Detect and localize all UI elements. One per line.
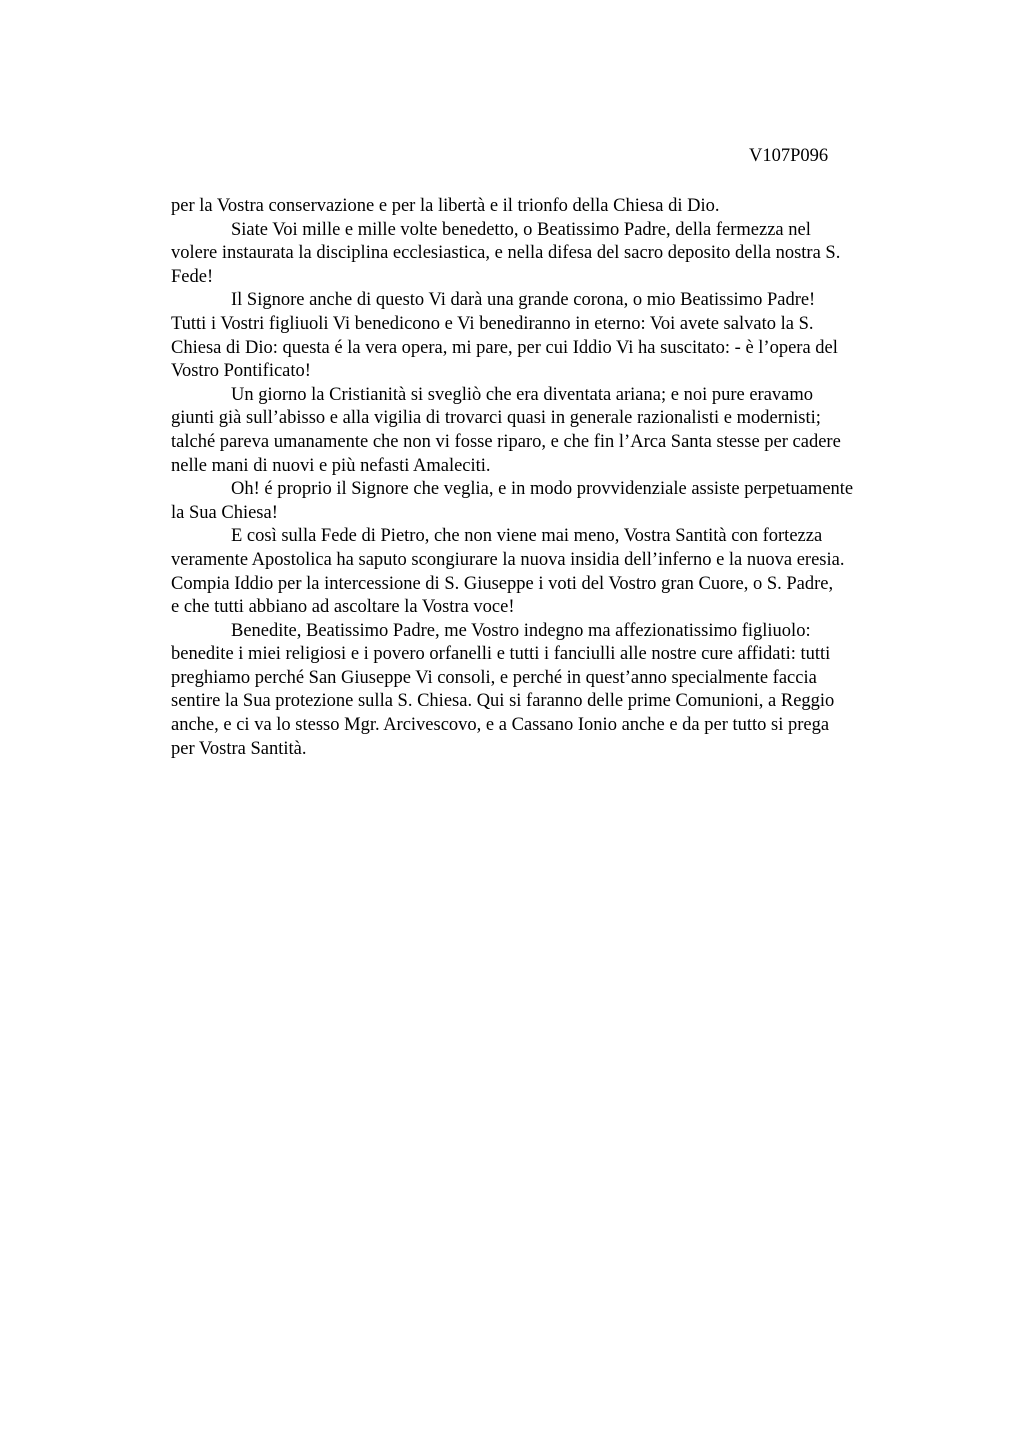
- text-line: sentire la Sua protezione sulla S. Chiesa. Qui si faranno delle prime Comunioni, a Reggio: [171, 691, 835, 712]
- text-line: E così sulla Fede di Pietro, che non viene mai meno, Vostra Santità con fortezza: [231, 526, 823, 547]
- paragraph: [171, 525, 936, 619]
- text-line: anche, e ci va lo stesso Mgr. Arcivescovo, e a Cassano Ionio anche e da per tutto si prega: [171, 715, 830, 736]
- text-line: Il Signore anche di questo Vi darà una grande corona, o mio Beatissimo Padre!: [231, 290, 816, 311]
- text-line: per la Vostra conservazione e per la libertà e il trionfo della Chiesa di Dio.: [171, 196, 720, 216]
- text-line: Oh! é proprio il Signore che veglia, e in modo provvidenziale assiste perpetuamente: [231, 479, 854, 500]
- text-line: preghiamo perché San Giuseppe Vi consoli, e perché in quest’anno specialmente faccia: [171, 667, 817, 688]
- paragraph: [171, 620, 936, 762]
- text-line: la Sua Chiesa!: [171, 502, 278, 523]
- text-line: giunti già sull’abisso e alla vigilia di trovarci quasi in generale razionalisti e modernisti;: [171, 408, 821, 429]
- paragraph: [171, 195, 936, 219]
- letter-body: [171, 195, 936, 761]
- text-line: Un giorno la Cristianità si svegliò che era diventata ariana; e noi pure eravamo: [231, 384, 814, 405]
- paragraph: [171, 478, 936, 525]
- text-line: e che tutti abbiano ad ascoltare la Vostra voce!: [171, 597, 515, 618]
- text-line: benedite i miei religiosi e i povero orfanelli e tutti i fanciulli alle nostre cure affidati: tutti: [171, 644, 831, 665]
- text-line: Siate Voi mille e mille volte benedetto, o Beatissimo Padre, della fermezza nel: [231, 219, 811, 240]
- text-line: Vostro Pontificato!: [171, 361, 311, 382]
- page-reference: V107P096: [749, 146, 829, 166]
- paragraph: [171, 219, 936, 290]
- text-line: talché pareva umanamente che non vi fosse riparo, e che fin l’Arca Santa stesse per cadere: [171, 431, 841, 452]
- text-line: volere instaurata la disciplina ecclesiastica, e nella difesa del sacro deposito della nostra S.: [171, 243, 841, 264]
- text-line: Compia Iddio per la intercessione di S. Giuseppe i voti del Vostro gran Cuore, o S. Padre,: [171, 573, 834, 594]
- paragraph: [171, 384, 936, 478]
- text-line: per Vostra Santità.: [171, 738, 307, 759]
- text-line: Benedite, Beatissimo Padre, me Vostro indegno ma affezionatissimo figliuolo:: [231, 620, 811, 641]
- text-line: veramente Apostolica ha saputo scongiurare la nuova insidia dell’inferno e la nuova eresia.: [171, 549, 845, 570]
- text-line: Chiesa di Dio: questa é la vera opera, mi pare, per cui Iddio Vi ha suscitato: - è l’opera del: [171, 337, 838, 358]
- text-line: Tutti i Vostri figliuoli Vi benedicono e Vi benediranno in eterno: Voi avete salvato la S.: [171, 313, 814, 334]
- paragraph: [171, 289, 936, 383]
- text-line: nelle mani di nuovi e più nefasti Amaleciti.: [171, 455, 491, 476]
- text-line: Fede!: [171, 266, 214, 287]
